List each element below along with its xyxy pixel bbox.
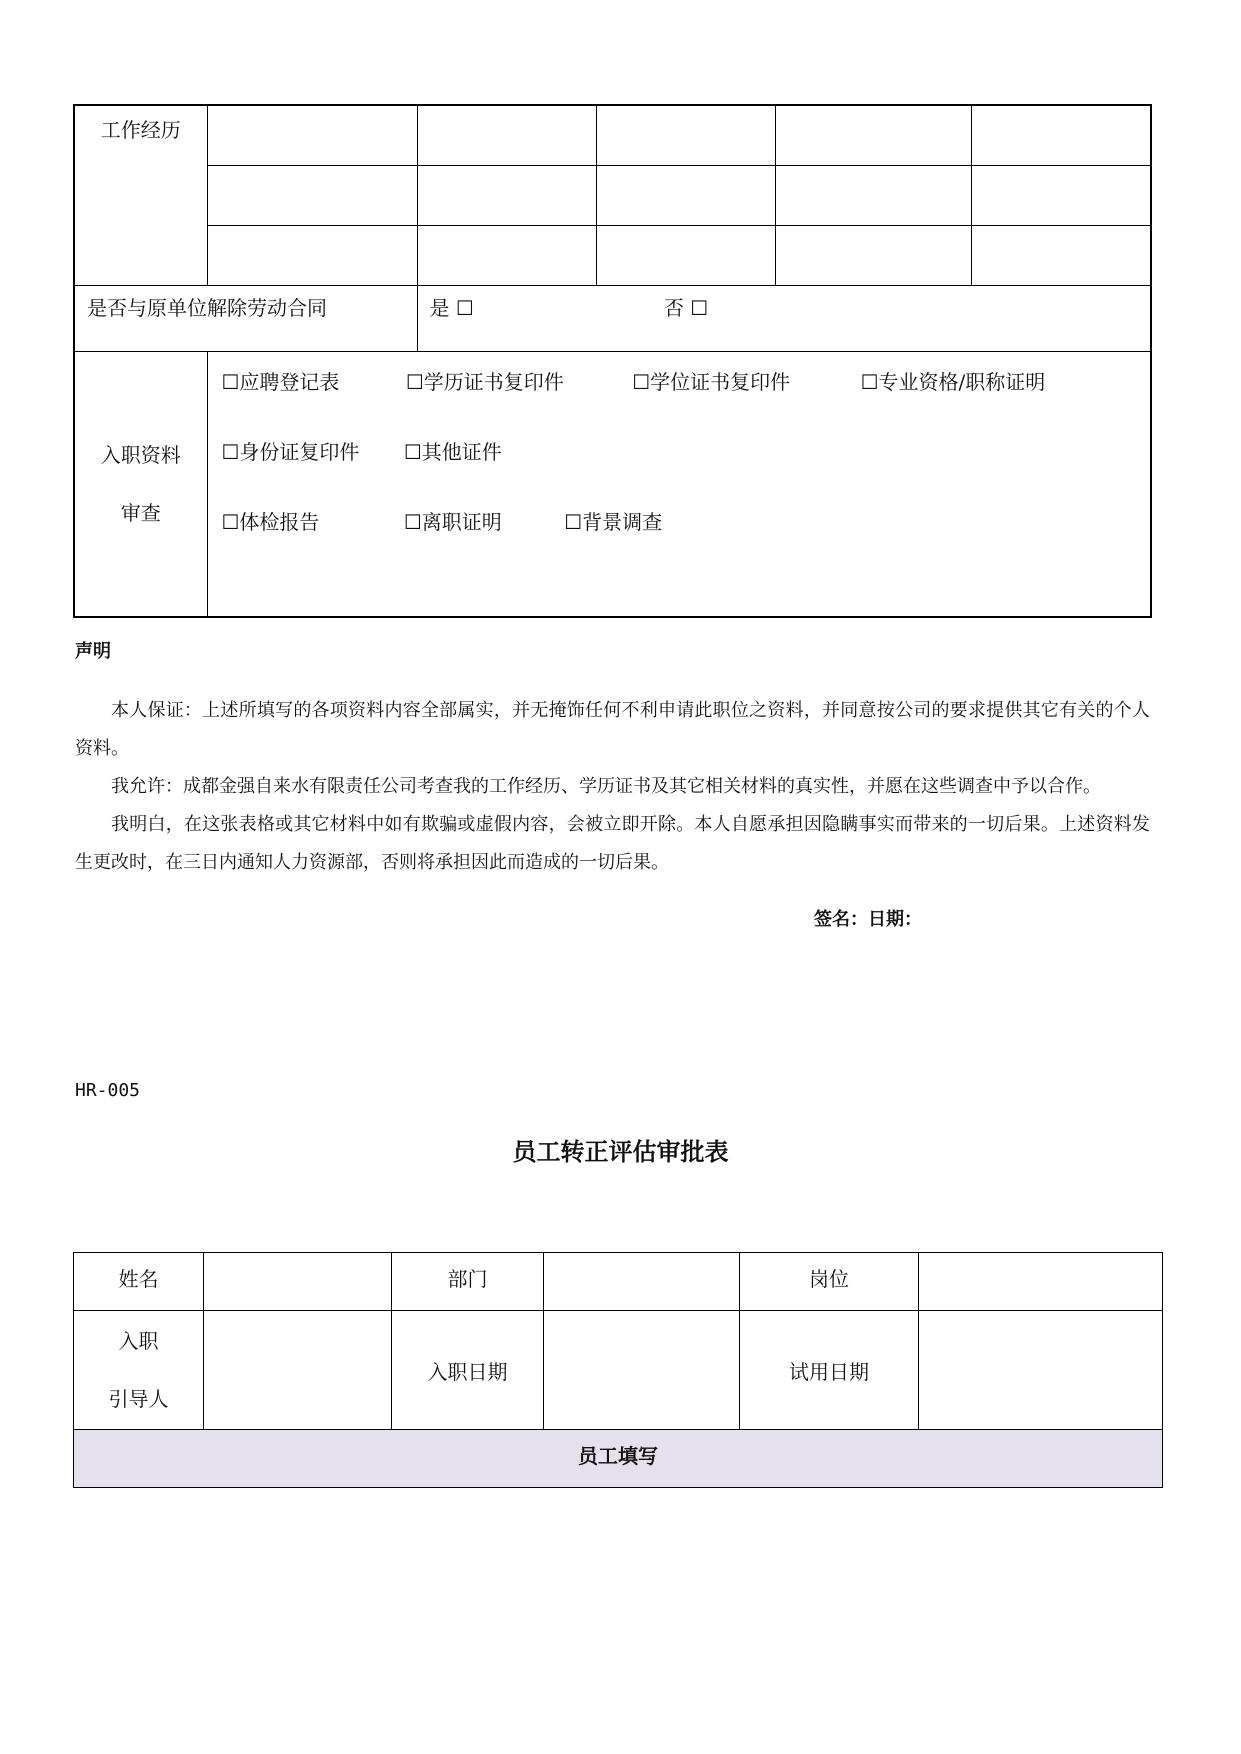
form-title: 员工转正评估审批表 bbox=[512, 1137, 729, 1166]
work-history-cell[interactable] bbox=[775, 226, 971, 286]
onboarding-review-label bbox=[74, 352, 207, 618]
checklist-row bbox=[222, 366, 1151, 436]
checkbox-professional-cert[interactable]: ☐专业资格/职称证明 bbox=[860, 370, 1046, 394]
signature-date-line: 签名：日期： bbox=[814, 909, 922, 930]
checklist-row bbox=[222, 436, 1151, 506]
checkbox-background-check[interactable]: ☐背景调查 bbox=[564, 510, 663, 534]
review-label-line: 入职资料 bbox=[100, 443, 181, 467]
no-label: 否 bbox=[663, 296, 684, 320]
work-history-cell[interactable] bbox=[971, 226, 1151, 286]
checkbox-icon[interactable]: ☐ bbox=[455, 296, 474, 320]
checkbox-other-cert[interactable]: ☐其他证件 bbox=[403, 440, 502, 464]
employment-form-table bbox=[73, 104, 1152, 618]
contract-no-option[interactable] bbox=[664, 292, 708, 321]
onboarding-guide-label bbox=[74, 1311, 204, 1430]
form-code: HR-005 bbox=[75, 1080, 141, 1101]
employee-fill-section-header: 员工填写 bbox=[74, 1430, 1163, 1488]
declaration-body bbox=[75, 692, 1150, 882]
onboarding-review-checklist bbox=[207, 352, 1151, 618]
name-field[interactable] bbox=[204, 1253, 392, 1311]
guide-label-line: 入职 bbox=[118, 1329, 159, 1353]
declaration-title: 声明 bbox=[75, 641, 111, 662]
yes-label: 是 bbox=[429, 296, 450, 320]
declaration-paragraph: 本人保证：上述所填写的各项资料内容全部属实，并无掩饰任何不利申请此职位之资料，并同意按公司的要求提供其它有关的个人资料。 bbox=[75, 700, 1150, 759]
trial-date-field[interactable] bbox=[919, 1311, 1163, 1430]
checkbox-application-form[interactable]: ☐应聘登记表 bbox=[221, 370, 340, 394]
checkbox-medical-report[interactable]: ☐体检报告 bbox=[221, 510, 320, 534]
work-history-cell[interactable] bbox=[971, 105, 1151, 166]
post-label: 岗位 bbox=[740, 1253, 919, 1311]
work-history-label: 工作经历 bbox=[74, 105, 207, 286]
work-history-cell[interactable] bbox=[596, 166, 775, 226]
name-label: 姓名 bbox=[74, 1253, 204, 1311]
entry-date-label: 入职日期 bbox=[392, 1311, 544, 1430]
work-history-cell[interactable] bbox=[775, 166, 971, 226]
work-history-cell[interactable] bbox=[417, 105, 596, 166]
dept-label: 部门 bbox=[392, 1253, 544, 1311]
work-history-cell[interactable] bbox=[596, 226, 775, 286]
checkbox-id-copy[interactable]: ☐身份证复印件 bbox=[221, 440, 360, 464]
checklist-row bbox=[222, 506, 1151, 576]
work-history-cell[interactable] bbox=[207, 105, 417, 166]
work-history-cell[interactable] bbox=[596, 105, 775, 166]
guide-label-line: 引导人 bbox=[108, 1387, 169, 1411]
probation-evaluation-table bbox=[73, 1252, 1163, 1488]
entry-date-field[interactable] bbox=[544, 1311, 740, 1430]
work-history-cell[interactable] bbox=[417, 226, 596, 286]
checkbox-diploma-copy[interactable]: ☐学历证书复印件 bbox=[405, 370, 564, 394]
declaration-paragraph: 我明白，在这张表格或其它材料中如有欺骗或虚假内容，会被立即开除。本人自愿承担因隐瞒事实而带来的一切后果。上述资料发生更改时，在三日内通知人力资源部，否则将承担因此而造成的一切后果。 bbox=[75, 814, 1150, 873]
work-history-cell[interactable] bbox=[417, 166, 596, 226]
checkbox-resignation-cert[interactable]: ☐离职证明 bbox=[403, 510, 502, 534]
work-history-cell[interactable] bbox=[775, 105, 971, 166]
contract-termination-label: 是否与原单位解除劳动合同 bbox=[74, 286, 417, 352]
work-history-cell[interactable] bbox=[971, 166, 1151, 226]
post-field[interactable] bbox=[919, 1253, 1163, 1311]
checkbox-icon[interactable]: ☐ bbox=[690, 296, 709, 320]
dept-field[interactable] bbox=[544, 1253, 740, 1311]
work-history-cell[interactable] bbox=[207, 226, 417, 286]
checkbox-degree-copy[interactable]: ☐学位证书复印件 bbox=[632, 370, 791, 394]
declaration-paragraph: 我允许：成都金强自来水有限责任公司考查我的工作经历、学历证书及其它相关材料的真实性，并愿在这些调查中予以合作。 bbox=[111, 776, 1101, 797]
review-label-line: 审查 bbox=[120, 501, 161, 525]
work-history-cell[interactable] bbox=[207, 166, 417, 226]
onboarding-guide-field[interactable] bbox=[204, 1311, 392, 1430]
trial-date-label: 试用日期 bbox=[740, 1311, 919, 1430]
contract-termination-options bbox=[417, 286, 1151, 352]
contract-yes-option[interactable] bbox=[430, 292, 658, 321]
